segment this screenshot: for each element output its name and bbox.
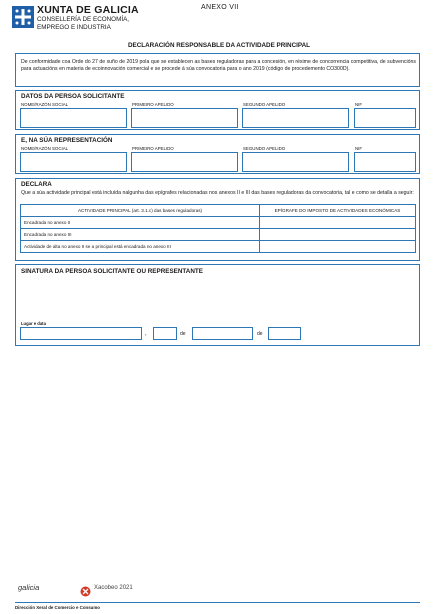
table-header-row (21, 205, 416, 217)
row-label: Encadrada no anexo III (21, 229, 260, 241)
declare-title: DECLARA (21, 181, 52, 188)
brand-name: XUNTA DE GALICIA (37, 4, 139, 16)
declare-section (15, 178, 420, 261)
annex-label: ANEXO VII (201, 4, 239, 11)
month-field[interactable] (192, 327, 253, 340)
table-row (21, 241, 416, 253)
comma-separator: , (145, 331, 147, 337)
applicant-name-label: NOME/RAZÓN SOCIAL (21, 102, 69, 107)
representative-section (15, 134, 420, 174)
declare-text: Que a súa actividade principal está incluída nalgunha das epígrafes relacionadas nos anexos II e III das bases reguladoras da convocatoria, tal e como se detalla a seguir: (21, 190, 414, 196)
applicant-surname2-field[interactable] (242, 108, 349, 128)
place-date-label: Lugar e data (21, 321, 46, 326)
representative-surname2-label: SEGUNDO APELIDO (243, 146, 286, 151)
table-row (21, 217, 416, 229)
applicant-section (15, 90, 420, 130)
row-label: Actividade de alta no anexo II se a principal está encadrada no anexo III (21, 241, 260, 253)
document-title: DECLARACIÓN RESPONSABLE DA ACTIVIDADE PRINCIPAL (127, 42, 311, 49)
signature-title: SINATURA DA PERSOA SOLICITANTE OU REPRESENTANTE (21, 268, 203, 275)
representative-name-field[interactable] (20, 152, 127, 172)
place-field[interactable] (20, 327, 142, 340)
row-label: Encadrada no anexo II (21, 217, 260, 229)
table-row (21, 229, 416, 241)
intro-section (15, 53, 420, 87)
footer-divider (15, 602, 420, 603)
applicant-surname2-label: SEGUNDO APELIDO (243, 102, 286, 107)
row-value-field[interactable] (260, 217, 416, 229)
representative-title: E, NA SÚA REPRESENTACIÓN (21, 137, 113, 144)
de-separator-2: de (257, 331, 263, 337)
representative-surname1-label: PRIMEIRO APELIDO (132, 146, 174, 151)
applicant-nif-label: NIF (355, 102, 363, 107)
applicant-name-field[interactable] (20, 108, 127, 128)
day-field[interactable] (153, 327, 177, 340)
department-line-1: CONSELLERÍA DE ECONOMÍA, (37, 16, 130, 23)
xacobeo-icon (80, 584, 91, 602)
footer-department: Dirección Xeral de Comercio e Consumo (15, 605, 100, 610)
applicant-nif-field[interactable] (354, 108, 416, 128)
row-value-field[interactable] (260, 241, 416, 253)
xunta-crest-icon (12, 6, 34, 28)
department-line-2: EMPREGO E INDUSTRIA (37, 24, 111, 31)
applicant-title: DATOS DA PERSOA SOLICITANTE (21, 93, 125, 100)
xacobeo-logo: Xacobeo 2021 (94, 585, 133, 591)
activity-table (20, 204, 416, 253)
representative-nif-field[interactable] (354, 152, 416, 172)
representative-nif-label: NIF (355, 146, 363, 151)
intro-text: De conformidade coa Orde do 27 de xuño de 2019 pola que se establecen as bases reguladoras para a concesión, en réxime de concorrencia competitiva, de subvencións para actuacións en materia de ecoinnovación comercial e se procede á súa convocatoria para o ano 2019 (código de procedemento CO300D). (21, 59, 416, 73)
signature-section (15, 264, 420, 346)
row-value-field[interactable] (260, 229, 416, 241)
representative-name-label: NOME/RAZÓN SOCIAL (21, 146, 69, 151)
applicant-surname1-label: PRIMEIRO APELIDO (132, 102, 174, 107)
applicant-surname1-field[interactable] (131, 108, 238, 128)
table-header-activity: ACTIVIDADE PRINCIPAL (art. 3.1.c) das bases reguladoras) (21, 205, 260, 217)
representative-surname2-field[interactable] (242, 152, 349, 172)
de-separator-1: de (180, 331, 186, 337)
representative-surname1-field[interactable] (131, 152, 238, 172)
table-header-iae: EPÍGRAFE DO IMPOSTO DE ACTIVIDADES ECONÓMICAS (260, 205, 416, 217)
year-field[interactable] (268, 327, 301, 340)
galicia-logo: galicia (18, 583, 40, 592)
department-name (37, 16, 129, 32)
